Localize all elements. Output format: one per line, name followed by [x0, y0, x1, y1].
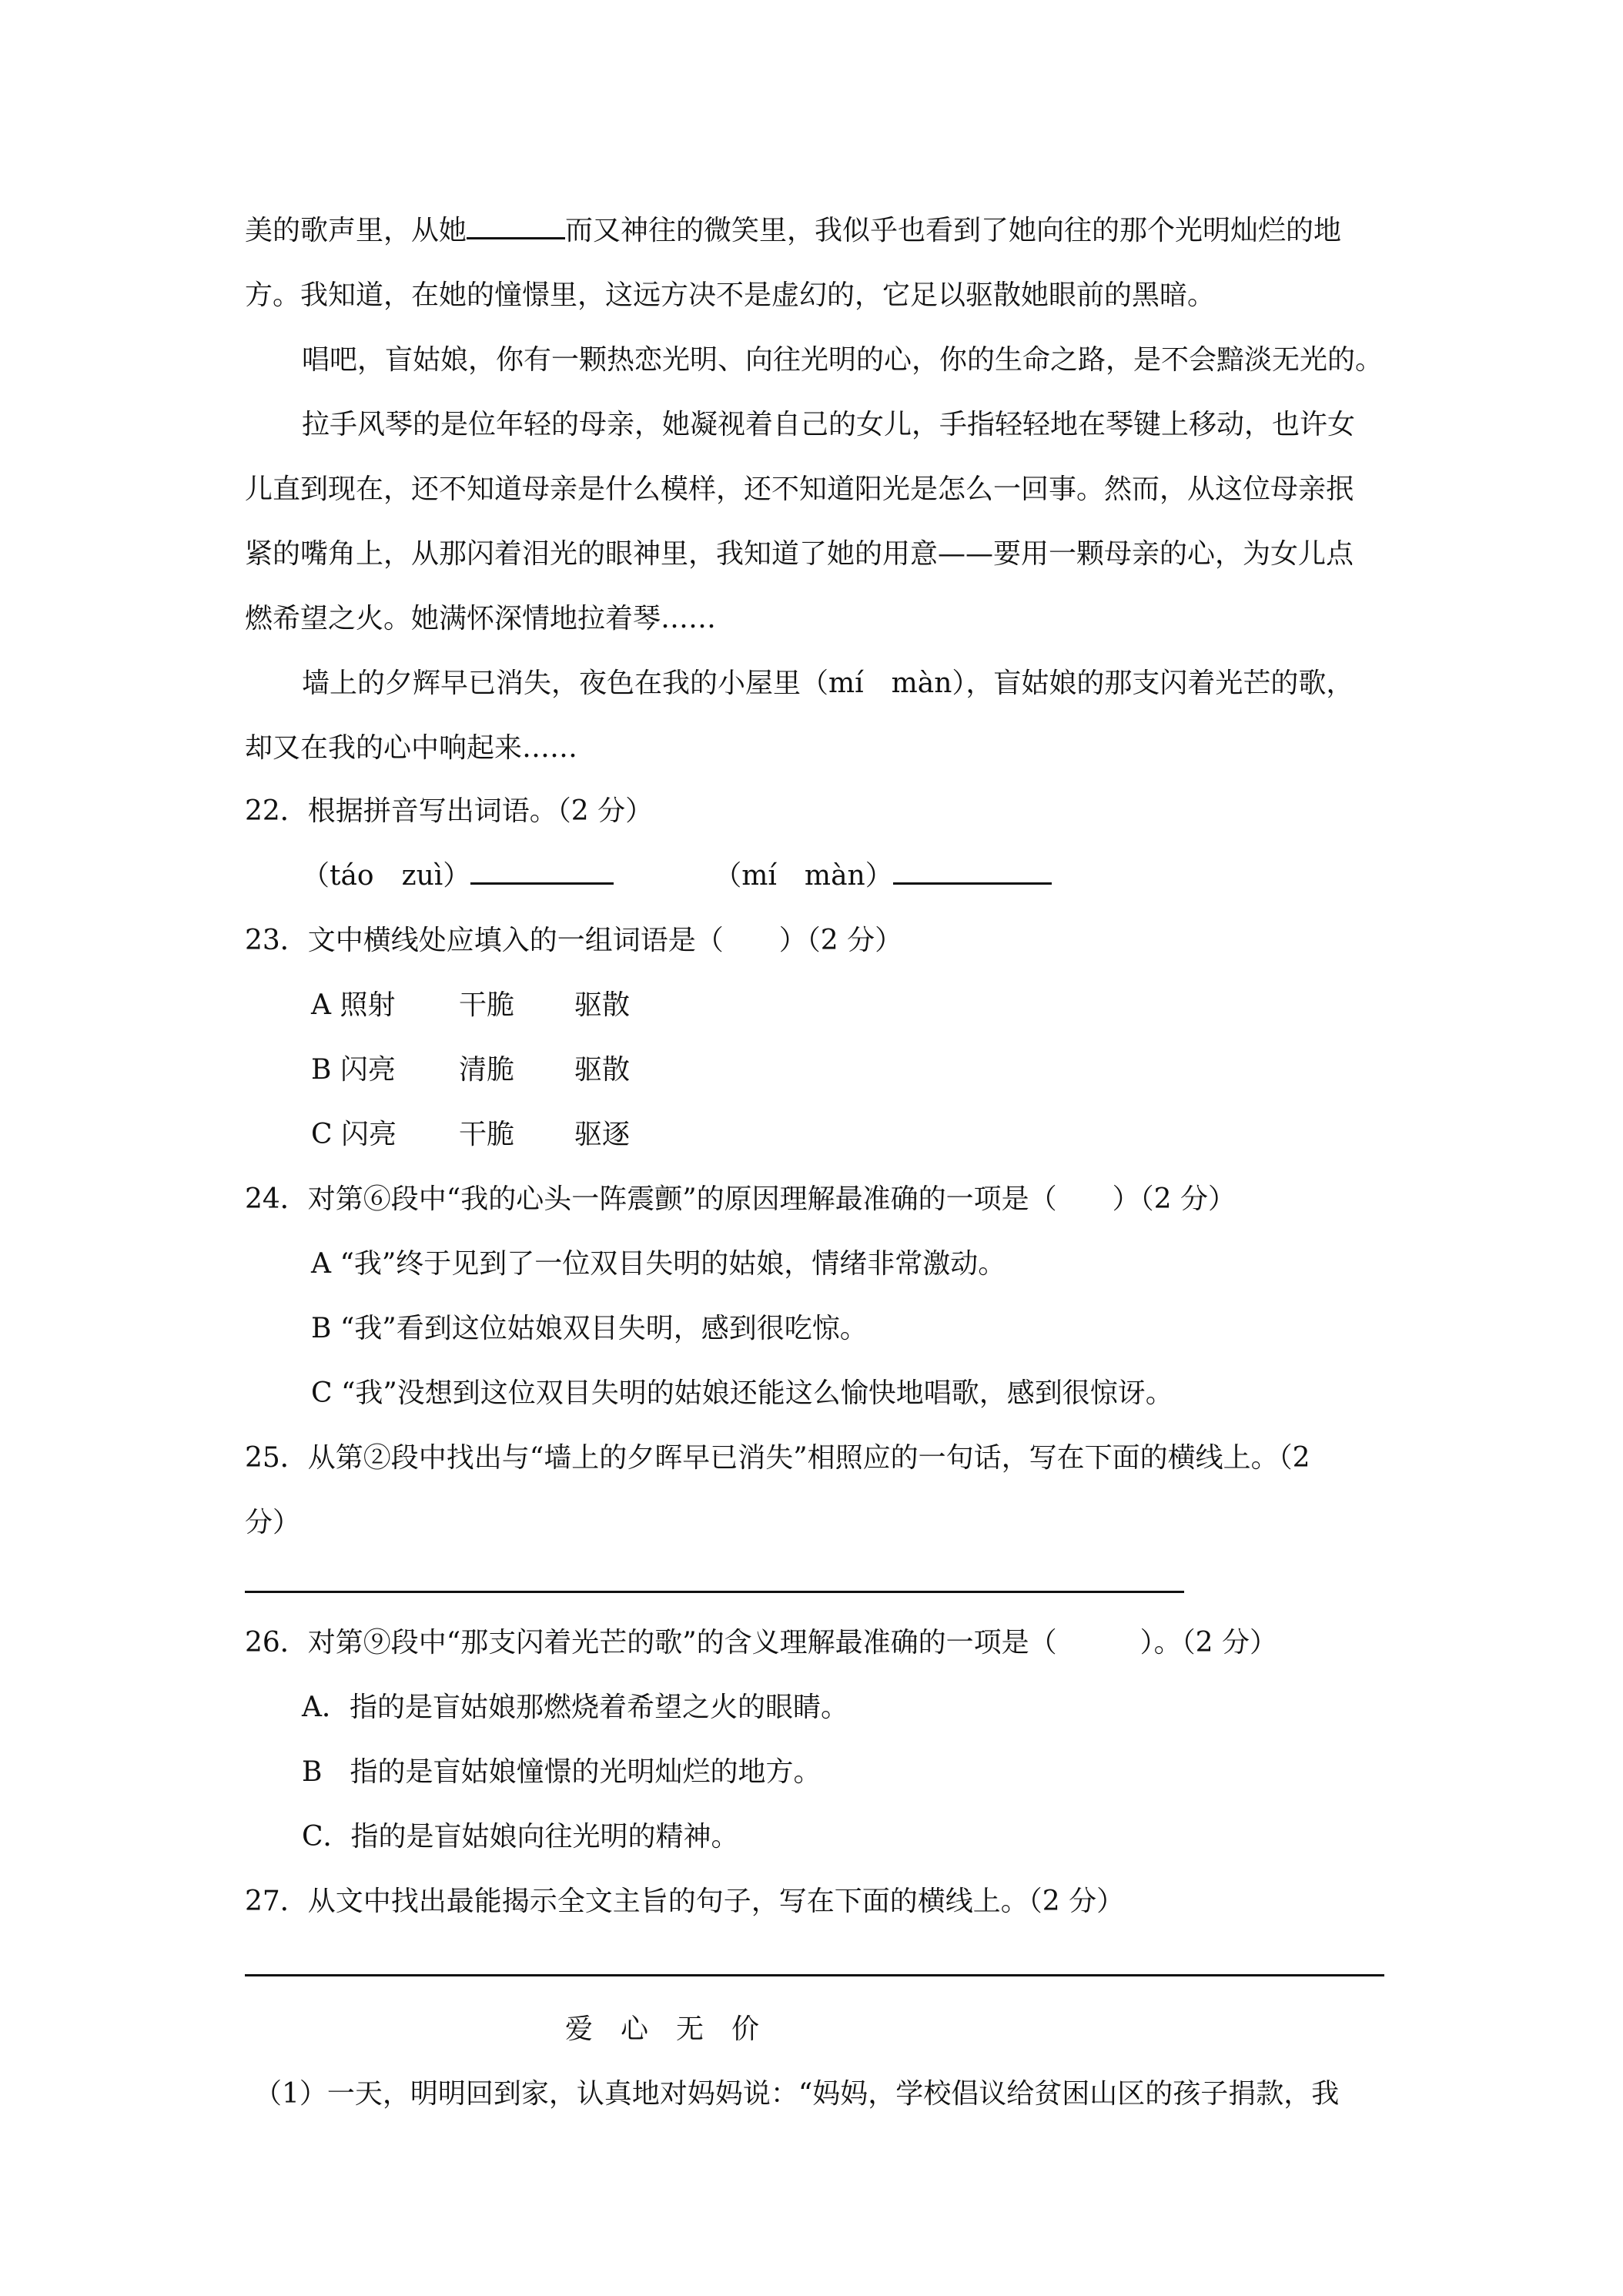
answer-blank-1[interactable] — [470, 859, 614, 885]
passage-line-9: 却又在我的心中响起来…… — [245, 732, 578, 764]
next-passage-paragraph-1: （1）一天，明明回到家，认真地对妈妈说：“妈妈，学校倡议给贫困山区的孩子捐款，我 — [254, 2078, 1340, 2110]
section-title: 爱 心 无 价 — [565, 2013, 760, 2045]
answer-line-27[interactable] — [245, 1974, 1384, 1976]
question-24-option-a[interactable]: A “我”终于见到了一位双目失明的姑娘，情绪非常激动。 — [311, 1248, 1006, 1280]
question-22-answers: （táo zuì） （mí màn） — [0, 859, 1623, 893]
question-26-option-c[interactable]: C．指的是盲姑娘向往光明的精神。 — [302, 1821, 739, 1853]
answer-line-25[interactable] — [245, 1591, 1184, 1593]
question-25-cont: 分） — [245, 1507, 301, 1538]
question-23-option-b[interactable]: B 闪亮 清脆 驱散 — [311, 1054, 631, 1086]
question-27: 27．从文中找出最能揭示全文主旨的句子，写在下面的横线上。（2 分） — [245, 1886, 1125, 1917]
passage-line-6: 紧的嘴角上，从那闪着泪光的眼神里，我知道了她的用意——要用一颗母亲的心，为女儿点 — [245, 538, 1354, 570]
passage-line-4: 拉手风琴的是位年轻的母亲，她凝视着自己的女儿，手指轻轻地在琴键上移动，也许女 — [302, 409, 1356, 440]
answer-blank-2[interactable] — [893, 859, 1052, 885]
question-23-option-c[interactable]: C 闪亮 干脆 驱逐 — [311, 1119, 631, 1150]
question-23-option-a[interactable]: A 照射 干脆 驱散 — [311, 989, 631, 1021]
question-26-option-a[interactable]: A．指的是盲姑娘那燃烧着希望之火的眼睛。 — [302, 1692, 848, 1723]
passage-line-2: 方。我知道，在她的憧憬里，这远方决不是虚幻的，它足以驱散她眼前的黑暗。 — [245, 279, 1216, 311]
passage-line-3: 唱吧，盲姑娘，你有一颗热恋光明、向往光明的心，你的生命之路，是不会黯淡无光的。 — [302, 344, 1384, 376]
fill-blank — [467, 214, 565, 239]
question-26-option-b[interactable]: B 指的是盲姑娘憧憬的光明灿烂的地方。 — [302, 1756, 822, 1788]
question-24-option-c[interactable]: C “我”没想到这位双目失明的姑娘还能这么愉快地唱歌，感到很惊讶。 — [311, 1377, 1173, 1409]
question-26: 26．对第⑨段中“那支闪着光芒的歌”的含义理解最准确的一项是（ ）。（2 分） — [245, 1627, 1277, 1658]
passage-line-5: 儿直到现在，还不知道母亲是什么模样，还不知道阳光是怎么一回事。然而，从这位母亲抿 — [245, 474, 1354, 505]
question-24: 24．对第⑥段中“我的心头一阵震颤”的原因理解最准确的一项是（ ）（2 分） — [245, 1183, 1236, 1215]
question-23: 23．文中横线处应填入的一组词语是（ ）（2 分） — [245, 925, 903, 956]
passage-line-8: 墙上的夕辉早已消失，夜色在我的小屋里（mí màn），盲姑娘的那支闪着光芒的歌， — [302, 668, 1354, 699]
question-25: 25．从第②段中找出与“墙上的夕晖早已消失”相照应的一句话，写在下面的横线上。（2 — [245, 1442, 1310, 1474]
question-24-option-b[interactable]: B “我”看到这位姑娘双目失明，感到很吃惊。 — [311, 1313, 868, 1344]
question-22: 22．根据拼音写出词语。（2 分） — [245, 795, 654, 827]
passage-line-7: 燃希望之火。她满怀深情地拉着琴…… — [245, 603, 717, 634]
passage-line-1: 美的歌声里，从她 而又神往的微笑里，我似乎也看到了她向往的那个光明灿烂的地 — [245, 215, 1342, 246]
